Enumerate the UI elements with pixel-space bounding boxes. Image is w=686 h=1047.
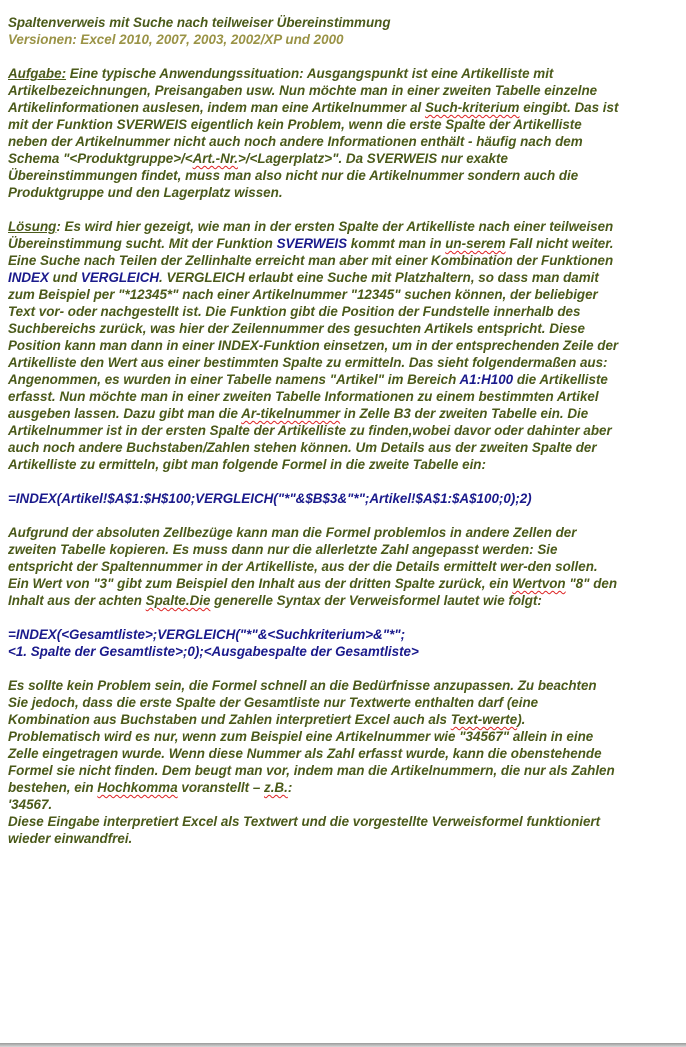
spacer xyxy=(8,609,620,626)
versions-line: Versionen: Excel 2010, 2007, 2003, 2002/XP und 2000 xyxy=(8,32,344,47)
function-name-sverweis: SVERWEIS xyxy=(276,236,348,251)
loesung-paragraph: Lösung: Es wird hier gezeigt, wie man in der ersten Spalte der Artikelliste nach einer teilweisen Übereinstimmung sucht. Mit der Funktion SVERWEIS kommt man in un-serem Fall nicht weiter. Eine Suche nach Teilen der Zellinhalte erreicht man aber mit einer Kombination der Funktionen INDEX und VERGLEICH. VERGLEICH erlaubt eine Suche mit Platzhaltern, so dass man damit zum Beispiel per "*12345*" nach einer Artikelnummer "12345" suchen können, der beliebiger Text vor- oder nachgestellt ist. Die Funktion gibt die Position der Fundstelle innerhalb des Suchbereichs zurück, was hier der Zeilennummer des gesuchten Artikels entspricht. Diese Position kann man dann in einer INDEX-Funktion einsetzen, um in der entsprechenden Zeile der Artikelliste den Wert aus einer bestimmten Spalte zu ermitteln. Das sieht folgendermaßen aus: Angenommen, es wurden in einer Tabelle namens "Artikel" im Bereich A1:H100 die Artikelliste erfasst. Nun möchte man in einer zweiten Tabelle Informationen zu einem bestimmten Artikel ausgeben lassen. Dazu gibt man die Ar-tikelnummer in Zelle B3 der zweiten Tabelle ein. Die Artikelnummer ist in der ersten Spalte der Artikelliste zu finden,wobei davor oder dahinter aber auch noch andere Buchstaben/Zahlen stehen können. Um Details aus der zweiten Spalte der Artikelliste zu ermitteln, gibt man folgende Formel in die zweite Tabelle ein: xyxy=(8,219,619,472)
formula-syntax-line-2: <1. Spalte der Gesamtliste>;0);<Ausgabespalte der Gesamtliste> xyxy=(8,644,419,659)
formula-example: =INDEX(Artikel!$A$1:$H$100;VERGLEICH("*"&$B$3&"*";Artikel!$A$1:$A$100;0);2) xyxy=(8,491,532,506)
loesung-label: Lösung xyxy=(8,219,57,234)
closing-paragraph: Es sollte kein Problem sein, die Formel schnell an die Bedürfnisse anzupassen. Zu beachten Sie jedoch, dass die erste Spalte der Gesamtliste nur Textwerte enthalten darf (eine Kombination aus Buchstaben und Zahlen interpretiert Excel auch als Text-werte). Problematisch wird es nur, wenn zum Beispiel eine Artikelnummer wie "34567" allein in eine Zelle eingetragen wurde. Wenn diese Nummer als Zahl erfasst wurde, kann die obenstehende Formel sie nicht finden. Dem beugt man vor, indem man die Artikelnummern, die nur als Zahlen bestehen, ein Hochkomma voranstellt – z.B.: '34567. Diese Eingabe interpretiert Excel als Textwert und die vorgestellte Verweisformel funktioniert wieder einwandfrei. xyxy=(8,678,615,846)
spellcheck-word: Spalte.Die xyxy=(145,593,211,608)
document-body xyxy=(8,14,620,847)
page-bottom-border xyxy=(0,1043,686,1047)
spellcheck-word: Hochkomma xyxy=(97,780,178,795)
aufgabe-label: Aufgabe: xyxy=(8,66,67,81)
spellcheck-word: z.B. xyxy=(264,780,288,795)
explanation-paragraph: Aufgrund der absoluten Zellbezüge kann man die Formel problemlos in andere Zellen der zweiten Tabelle kopieren. Es muss dann nur die allerletzte Zahl angepasst werden: Sie entspricht der Spaltennummer in der Artikelliste, aus der die Details ermittelt wer-den sollen. Ein Wert von "3" gibt zum Beispiel den Inhalt aus der dritten Spalte zurück, ein Wertvon "8" den Inhalt aus der achten Spalte.Die generelle Syntax der Verweisformel lautet wie folgt: xyxy=(8,525,618,608)
spacer xyxy=(8,473,620,490)
spacer xyxy=(8,48,620,65)
spellcheck-word: Wertvon xyxy=(512,576,566,591)
formula-syntax-line-1: =INDEX(<Gesamtliste>;VERGLEICH("*"&<Suchkriterium>&"*"; xyxy=(8,627,406,642)
spellcheck-word: Such-kriterium xyxy=(424,100,520,115)
spellcheck-word: Text-werte xyxy=(450,712,518,727)
spacer xyxy=(8,660,620,677)
spacer xyxy=(8,201,620,218)
cell-range: A1:H100 xyxy=(459,372,514,387)
document-title: Spaltenverweis mit Suche nach teilweiser Übereinstimmung xyxy=(8,15,391,30)
spacer xyxy=(8,507,620,524)
function-name-index: INDEX xyxy=(8,270,49,285)
spellcheck-word: Art.-Nr. xyxy=(192,151,238,166)
spellcheck-word: Ar-tikelnummer xyxy=(241,406,341,421)
example-value: '34567. xyxy=(8,797,53,812)
aufgabe-paragraph: Aufgabe: Eine typische Anwendungssituation: Ausgangspunkt ist eine Artikelliste mit Artikelbezeichnungen, Preisangaben usw. Nun möchte man in einer zweiten Tabelle einzelne Artikelinformationen auslesen, indem man eine Artikelnummer al Such-kriterium eingibt. Das ist mit der Funktion SVERWEIS eigentlich kein Problem, wenn die erste Spalte der Artikelliste neben der Artikelnummer nicht auch noch andere Informationen enthält - häufig nach dem Schema "<Produktgruppe>/<Art.-Nr.>/<Lagerplatz>". Da SVERWEIS nur exakte Übereinstimmungen findet, muss man also nicht nur die Artikelnummer sondern auch die Produktgruppe und den Lagerplatz wissen. xyxy=(8,66,619,200)
spellcheck-word: un-serem xyxy=(445,236,506,251)
function-name-vergleich: VERGLEICH xyxy=(80,270,160,285)
